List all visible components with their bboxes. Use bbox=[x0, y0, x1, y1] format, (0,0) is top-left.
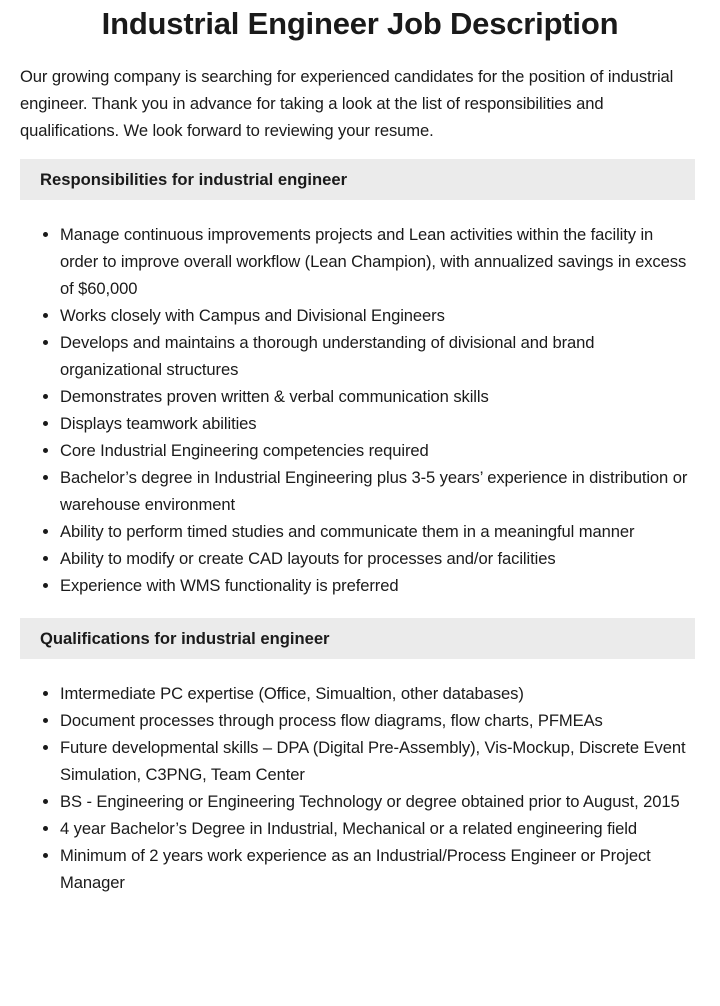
list-item: • Experience with WMS functionality is preferred bbox=[60, 572, 695, 599]
list-item: • 4 year Bachelor’s Degree in Industrial, Mechanical or a related engineering field bbox=[60, 815, 695, 842]
list-item: • Ability to modify or create CAD layouts for processes and/or facilities bbox=[60, 545, 695, 572]
responsibilities-heading: Responsibilities for industrial engineer bbox=[20, 159, 695, 200]
list-item: • Manage continuous improvements projects and Lean activities within the facility in order to improve overall workflow (Lean Champion), with annualized savings in excess of $60,000 bbox=[60, 221, 695, 302]
page-title: Industrial Engineer Job Description bbox=[101, 6, 619, 41]
qualifications-list bbox=[20, 680, 695, 896]
responsibilities-list bbox=[20, 221, 695, 599]
list-item: • Works closely with Campus and Divisional Engineers bbox=[60, 302, 695, 329]
list-item: • Minimum of 2 years work experience as an Industrial/Process Engineer or Project Manager bbox=[60, 842, 695, 896]
list-item: • Future developmental skills – DPA (Digital Pre-Assembly), Vis-Mockup, Discrete Event Simulation, C3PNG, Team Center bbox=[60, 734, 695, 788]
list-item: • Document processes through process flow diagrams, flow charts, PFMEAs bbox=[60, 707, 695, 734]
list-item: • Demonstrates proven written & verbal communication skills bbox=[60, 383, 695, 410]
qualifications-heading: Qualifications for industrial engineer bbox=[20, 618, 695, 659]
intro-paragraph: Our growing company is searching for experienced candidates for the position of industrial engineer. Thank you in advance for taking a look at the list of responsibilities and qualifications. We look forward to reviewing your resume. bbox=[20, 67, 674, 140]
list-item: • Develops and maintains a thorough understanding of divisional and brand organizational structures bbox=[60, 329, 695, 383]
list-item: • BS - Engineering or Engineering Technology or degree obtained prior to August, 2015 bbox=[60, 788, 695, 815]
list-item: • Displays teamwork abilities bbox=[60, 410, 695, 437]
list-item: • Imtermediate PC expertise (Office, Simualtion, other databases) bbox=[60, 680, 695, 707]
list-item: • Core Industrial Engineering competencies required bbox=[60, 437, 695, 464]
list-item: • Ability to perform timed studies and communicate them in a meaningful manner bbox=[60, 518, 695, 545]
list-item: • Bachelor’s degree in Industrial Engineering plus 3-5 years’ experience in distribution or warehouse environment bbox=[60, 464, 695, 518]
